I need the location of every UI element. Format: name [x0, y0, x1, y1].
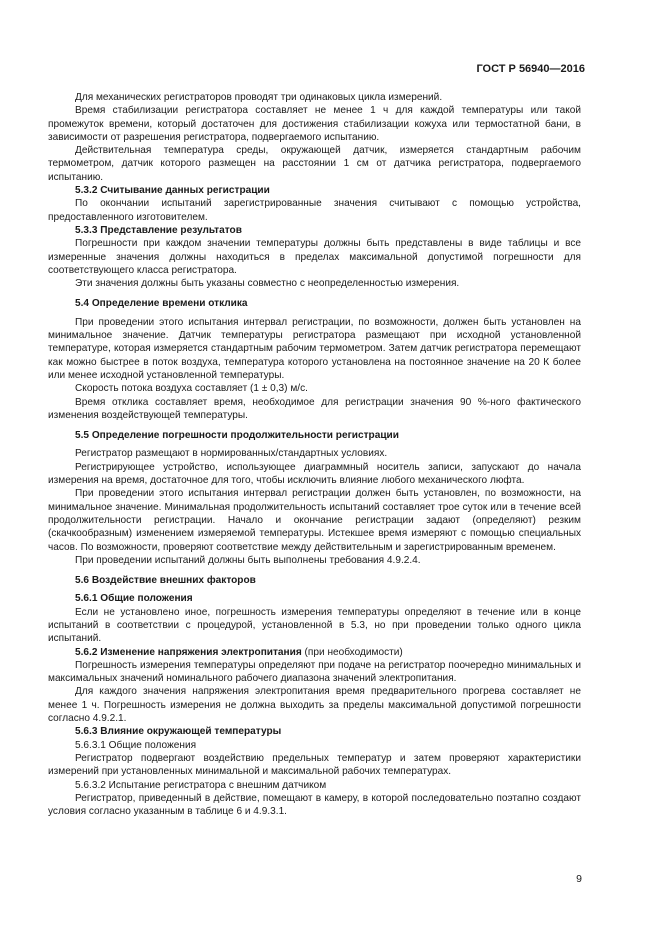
section-heading-title: 5.6.2 Изменение напряжения электропитания: [75, 646, 302, 658]
subsection-heading: 5.6.3.2 Испытание регистратора с внешним датчиком: [75, 779, 327, 791]
paragraph: Время стабилизации регистратора составляет не менее 1 ч для каждой температуры или такой промежуток времени, который достаточен для достижения стабилизации кожуха или термостатной бани, в зависимости от разрешения регистратора, подвергаемого испытанию.: [48, 105, 581, 143]
document-body: [48, 91, 581, 818]
subsection-heading: 5.6.3.1 Общие положения: [75, 739, 197, 751]
section-heading: 5.3.3 Представление результатов: [75, 224, 242, 236]
section-heading: 5.6.3 Влияние окружающей температуры: [75, 726, 282, 738]
section-heading: [48, 646, 581, 659]
paragraph: Регистратор, приведенный в действие, помещают в камеру, в которой последовательно поэтапно создают условия согласно указанным в таблице 6 и 4.9.3.1.: [48, 792, 581, 818]
paragraph: Погрешности при каждом значении температуры должны быть представлены в виде таблицы и все измеренные значения должны находиться в пределах максимальной допустимой погрешности для соответствующего класса регистратора.: [48, 238, 581, 276]
paragraph: Действительная температура среды, окружающей датчик, измеряется стандартным рабочим термометром, датчик которого размещен на расстоянии 1 см от датчика регистратора, подвергаемого испытанию.: [48, 145, 581, 183]
paragraph: При проведении этого испытания интервал регистрации, по возможности, должен быть установлен на минимальное значение. Датчик температуры регистратора размещают при исходной установленной температуре, которая измеряется стандартным рабочим термометром. Затем датчик регистратора перемещают как можно быстрее в поток воздуха, температура которого установлена на постоянное значение на 20 К более или менее исходной установленной температуры.: [48, 316, 581, 381]
section-heading: 5.3.2 Считывание данных регистрации: [75, 185, 270, 197]
paragraph: Время отклика составляет время, необходимое для регистрации значения 90 %-ного фактического изменения воздействующей температуры.: [48, 396, 581, 421]
page-number: 9: [576, 873, 582, 885]
section-heading: 5.6 Воздействие внешних факторов: [75, 575, 256, 587]
paragraph: При проведении испытаний должны быть выполнены требования 4.9.2.4.: [75, 554, 421, 566]
paragraph: Регистрирующее устройство, использующее диаграммный носитель записи, запускают до начала измерения на время, достаточное для того, чтобы исключить влияние любого механического люфта.: [48, 461, 581, 487]
paragraph: Регистратор размещают в нормированных/стандартных условиях.: [75, 448, 388, 460]
standard-header: ГОСТ Р 56940—2016: [476, 63, 585, 75]
section-heading: 5.6.1 Общие положения: [75, 593, 193, 605]
paragraph: Погрешность измерения температуры определяют при подаче на регистратор поочередно минимальных и максимальных значений номинального рабочего диапазона значений электропитания.: [48, 659, 581, 685]
section-heading: 5.5 Определение погрешности продолжительности регистрации: [75, 430, 399, 442]
paragraph: Для каждого значения напряжения электропитания время предварительного прогрева составляет не менее 1 ч. Погрешность измерения не должна выходить за пределы максимальной допустимой погрешности согласно 4.9.2.1.: [48, 686, 581, 725]
paragraph: При проведении этого испытания интервал регистрации должен быть установлен, по возможности, на минимальное значение. Минимальная продолжительность испытаний составляет трое суток или в течение всей продолжительности регистрации. Начало и окончание регистрации задают (определяют) резким (скачкообразным) изменением измеряемой температуры. Истекшее время измеряют с помощью специальных часов. По возможности, проверяют соответствие между действительным и зарегистрированным временем.: [48, 488, 581, 553]
paragraph: Скорость потока воздуха составляет (1 ± 0,3) м/с.: [75, 383, 308, 395]
paragraph: Для механических регистраторов проводят три одинаковых цикла измерений.: [75, 92, 443, 103]
paragraph: Если не установлено иное, погрешность измерения температуры определяют в течение или в конце испытаний в соответствии с процедурой, установленной в 5.3, но при проведении только одного цикла испытаний.: [48, 606, 581, 645]
section-heading: 5.4 Определение времени отклика: [75, 298, 248, 310]
section-heading-note: (при необходимости): [301, 646, 403, 658]
paragraph: По окончании испытаний зарегистрированные значения считывают с помощью устройства, предоставленного изготовителем.: [48, 198, 581, 223]
paragraph: Регистратор подвергают воздействию предельных температур и затем проверяют характеристики измерений при установленных минимальной и максимальной рабочих температурах.: [48, 752, 581, 778]
paragraph: Эти значения должны быть указаны совместно с неопределенностью измерения.: [75, 278, 460, 290]
